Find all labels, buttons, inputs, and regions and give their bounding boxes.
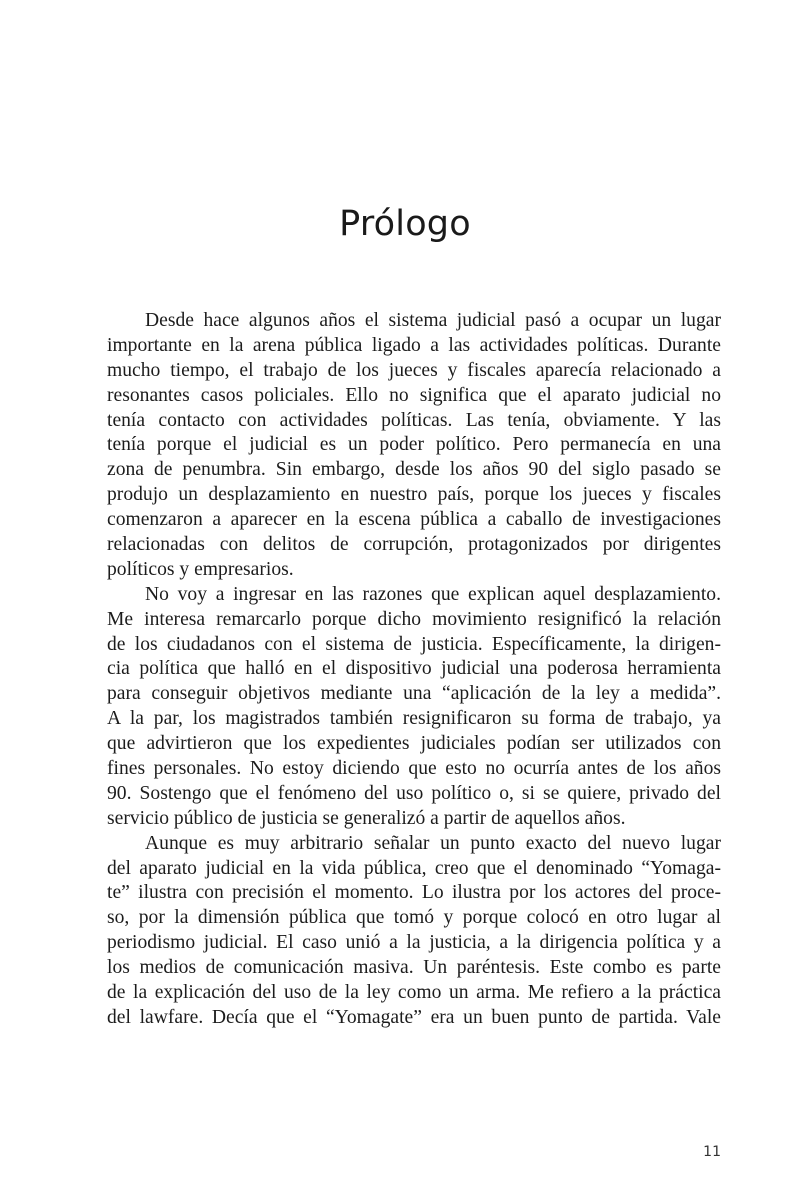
text-line: Desde hace algunos años el sistema judicial pasó a ocupar un lugar [145, 310, 721, 331]
text-line: relacionadas con delitos de corrupción, protagonizados por dirigentes [107, 534, 721, 556]
text-line: comenzaron a aparecer en la escena pública a caballo de investigaciones [107, 509, 721, 531]
text-line: servicio público de justicia se generalizó a partir de aquellos años. [107, 807, 626, 829]
body-text [107, 309, 721, 1031]
text-line: que advirtieron que los expedientes judiciales podían ser utilizados con [107, 733, 721, 755]
text-line: produjo un desplazamiento en nuestro país, porque los jueces y fiscales [107, 484, 721, 506]
text-line: cia política que halló en el dispositivo judicial una poderosa herramienta [107, 658, 721, 680]
text-line: los medios de comunicación masiva. Un paréntesis. Este combo es parte [107, 957, 721, 979]
text-line: No voy a ingresar en las razones que explican aquel desplazamiento. [145, 583, 721, 605]
text-line: de los ciudadanos con el sistema de justicia. Específicamente, la dirigen- [107, 633, 721, 655]
text-line: 90. Sostengo que el fenómeno del uso político o, si se quiere, privado del [107, 782, 721, 804]
text-line: del lawfare. Decía que el “Yomagate” era un buen punto de partida. Vale [107, 1006, 721, 1028]
text-line: periodismo judicial. El caso unió a la justicia, a la dirigencia política y a [107, 932, 721, 954]
text-line: Aunque es muy arbitrario señalar un punto exacto del nuevo lugar [145, 832, 721, 854]
text-line: políticos y empresarios. [107, 558, 294, 580]
text-line: para conseguir objetivos mediante una “aplicación de la ley a medida”. [107, 683, 721, 705]
page-number: 11 [703, 1144, 721, 1160]
text-line: de la explicación del uso de la ley como un arma. Me refiero a la práctica [107, 982, 721, 1004]
text-line: Me interesa remarcarlo porque dicho movimiento resignificó la relación [107, 608, 721, 630]
text-line: del aparato judicial en la vida pública, creo que el denominado “Yomaga- [107, 857, 721, 879]
chapter-title: Prólogo [339, 204, 471, 244]
text-line: zona de penumbra. Sin embargo, desde los años 90 del siglo pasado se [107, 459, 721, 481]
text-line: importante en la arena pública ligado a las actividades políticas. Durante [107, 334, 721, 356]
text-line: mucho tiempo, el trabajo de los jueces y fiscales aparecía relacionado a [107, 359, 721, 381]
text-line: tenía contacto con actividades políticas. Las tenía, obviamente. Y las [107, 409, 721, 431]
text-line: so, por la dimensión pública que tomó y porque colocó en otro lugar al [107, 907, 721, 929]
text-line: tenía porque el judicial es un poder político. Pero permanecía en una [107, 434, 721, 456]
text-line: A la par, los magistrados también resignificaron su forma de trabajo, ya [107, 708, 721, 730]
text-line: fines personales. No estoy diciendo que esto no ocurría antes de los años [107, 758, 721, 780]
text-line: resonantes casos policiales. Ello no significa que el aparato judicial no [107, 384, 721, 406]
text-line: te” ilustra con precisión el momento. Lo ilustra por los actores del proce- [107, 882, 721, 904]
